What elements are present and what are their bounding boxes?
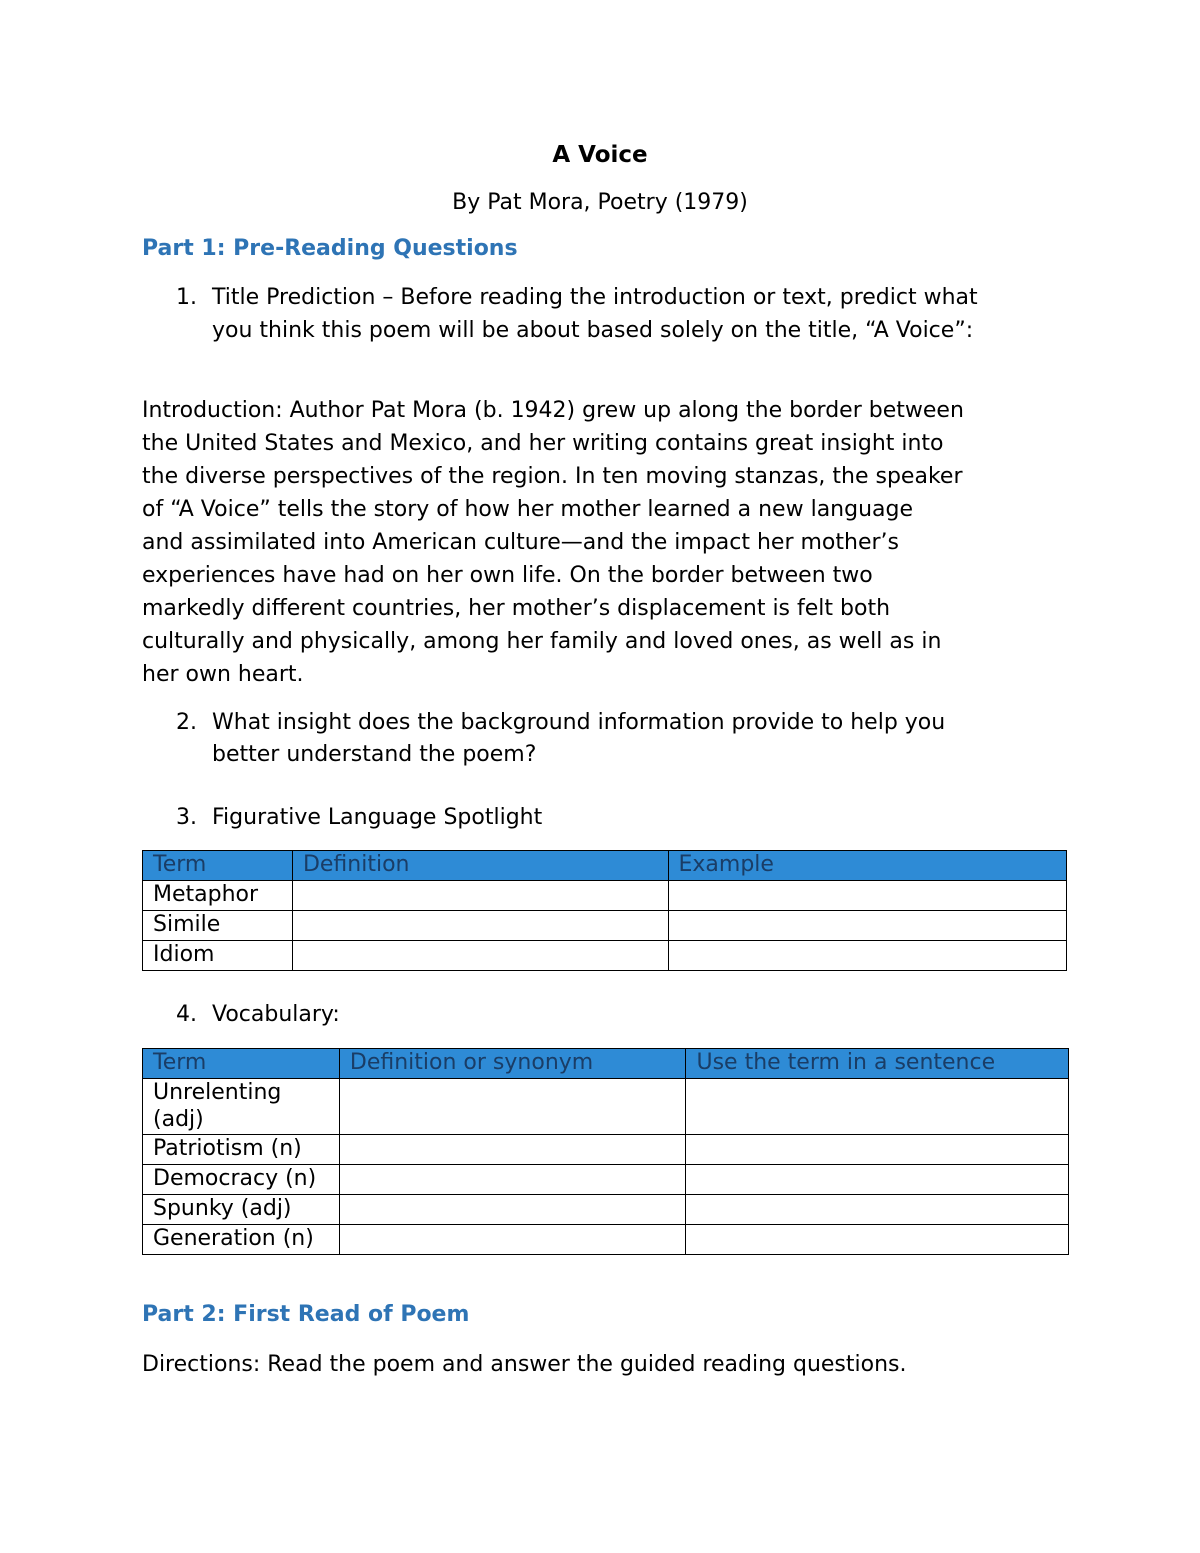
- definition-cell[interactable]: [292, 941, 668, 971]
- figurative-language-table: [142, 850, 1067, 971]
- term-cell: Spunky (adj): [143, 1195, 340, 1225]
- intro-line: and assimilated into American culture—and the impact her mother’s: [142, 530, 899, 555]
- sentence-cell[interactable]: [686, 1225, 1069, 1255]
- sentence-cell[interactable]: [686, 1195, 1069, 1225]
- intro-line: the United States and Mexico, and her writing contains great insight into: [142, 431, 944, 456]
- term-cell: Patriotism (n): [143, 1135, 340, 1165]
- table-header-row: [143, 851, 1067, 881]
- definition-cell[interactable]: [292, 881, 668, 911]
- sentence-cell[interactable]: [686, 1135, 1069, 1165]
- table-row: [143, 1079, 1069, 1135]
- part2-directions: Directions: Read the poem and answer the guided reading questions.: [142, 1352, 907, 1377]
- table-header-row: [143, 1049, 1069, 1079]
- intro-line: markedly different countries, her mother’s displacement is felt both: [142, 596, 891, 621]
- intro-line: experiences have had on her own life. On the border between two: [142, 563, 873, 588]
- intro-line: her own heart.: [142, 662, 304, 687]
- table-row: [143, 911, 1067, 941]
- q2-line2: better understand the poem?: [212, 742, 537, 767]
- definition-cell[interactable]: [339, 1135, 686, 1165]
- definition-cell[interactable]: [292, 911, 668, 941]
- definition-cell[interactable]: [339, 1195, 686, 1225]
- q2-number: 2.: [176, 710, 197, 735]
- definition-cell[interactable]: [339, 1225, 686, 1255]
- q1-line1: Title Prediction – Before reading the introduction or text, predict what: [212, 285, 978, 310]
- term-cell: Unrelenting (adj): [143, 1079, 340, 1135]
- table-row: [143, 1135, 1069, 1165]
- intro-line: culturally and physically, among her family and loved ones, as well as in: [142, 629, 942, 654]
- vocabulary-table: [142, 1048, 1069, 1255]
- header-term: Term: [143, 851, 293, 881]
- example-cell[interactable]: [668, 881, 1067, 911]
- term-cell: Generation (n): [143, 1225, 340, 1255]
- intro-line: of “A Voice” tells the story of how her mother learned a new language: [142, 497, 914, 522]
- example-cell[interactable]: [668, 911, 1067, 941]
- q4-label: Vocabulary:: [212, 1002, 340, 1027]
- table-row: [143, 1165, 1069, 1195]
- q2-line1: What insight does the background information provide to help you: [212, 710, 946, 735]
- part2-heading: Part 2: First Read of Poem: [142, 1302, 470, 1327]
- q3-label: Figurative Language Spotlight: [212, 805, 543, 830]
- header-definition: Definition: [292, 851, 668, 881]
- table-row: [143, 1225, 1069, 1255]
- introduction-paragraph: [142, 394, 964, 691]
- intro-line: the diverse perspectives of the region. In ten moving stanzas, the speaker: [142, 464, 963, 489]
- sentence-cell[interactable]: [686, 1079, 1069, 1135]
- term-cell: Metaphor: [143, 881, 293, 911]
- q4-number: 4.: [176, 1002, 197, 1027]
- table-row: [143, 1195, 1069, 1225]
- example-cell[interactable]: [668, 941, 1067, 971]
- q1-line2: you think this poem will be about based solely on the title, “A Voice”:: [212, 318, 974, 343]
- intro-line: Introduction: Author Pat Mora (b. 1942) grew up along the border between: [142, 398, 964, 423]
- q1-number: 1.: [176, 285, 197, 310]
- definition-cell[interactable]: [339, 1165, 686, 1195]
- header-term: Term: [143, 1049, 340, 1079]
- term-cell: Simile: [143, 911, 293, 941]
- header-definition: Definition or synonym: [339, 1049, 686, 1079]
- page-title: A Voice: [552, 142, 648, 168]
- header-sentence: Use the term in a sentence: [686, 1049, 1069, 1079]
- table-row: [143, 881, 1067, 911]
- table-row: [143, 941, 1067, 971]
- byline: By Pat Mora, Poetry (1979): [452, 190, 748, 215]
- sentence-cell[interactable]: [686, 1165, 1069, 1195]
- q3-number: 3.: [176, 805, 197, 830]
- definition-cell[interactable]: [339, 1079, 686, 1135]
- term-cell: Democracy (n): [143, 1165, 340, 1195]
- header-example: Example: [668, 851, 1067, 881]
- term-cell: Idiom: [143, 941, 293, 971]
- part1-heading: Part 1: Pre-Reading Questions: [142, 236, 518, 261]
